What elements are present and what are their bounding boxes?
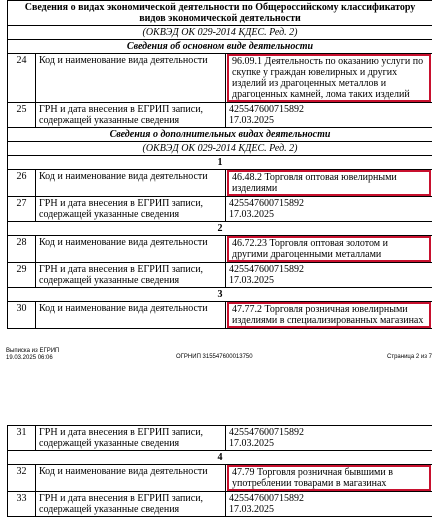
- main-activity-header: Сведения об основном виде деятельности: [8, 40, 432, 54]
- row-number: 32: [8, 465, 36, 492]
- table-row: [8, 170, 432, 197]
- highlighted-activity: 47.79 Торговля розничная бывшими в употреблении товарами в магазинах: [227, 465, 431, 491]
- row-number: 31: [8, 426, 36, 451]
- highlighted-activity: 46.48.2 Торговля оптовая ювелирными изделиями: [227, 170, 431, 196]
- row-value: 425547600715892 17.03.2025: [226, 197, 432, 222]
- row-value: 425547600715892 17.03.2025: [226, 426, 432, 451]
- row-label: Код и наименование вида деятельности: [36, 170, 226, 197]
- row-number: 33: [8, 492, 36, 517]
- footer-timestamp: 19.03.2025 06:06: [6, 355, 59, 362]
- row-number: 25: [8, 103, 36, 128]
- row-label: ГРН и дата внесения в ЕГРИП записи, содержащей указанные сведения: [36, 492, 226, 517]
- activity-table-page2: [7, 425, 432, 517]
- additional-subtitle: (ОКВЭД ОК 029-2014 КДЕС. Ред. 2): [8, 142, 432, 156]
- section-title: Сведения о видах экономической деятельности по Общероссийскому классификатору видов экономической деятельности: [8, 1, 432, 26]
- row-number: 29: [8, 263, 36, 288]
- page-footer: [6, 348, 432, 372]
- group-number: 1: [8, 156, 432, 170]
- footer-ogrnip: ОГРНИП 315547600013750: [176, 354, 253, 361]
- table-row: [8, 236, 432, 263]
- page-2: [7, 425, 432, 517]
- row-label: ГРН и дата внесения в ЕГРИП записи, содержащей указанные сведения: [36, 263, 226, 288]
- row-value-cell: [226, 302, 432, 329]
- row-value-cell: [226, 236, 432, 263]
- row-value-cell: [226, 54, 432, 103]
- row-label: Код и наименование вида деятельности: [36, 465, 226, 492]
- table-row: [8, 54, 432, 103]
- group-number: 2: [8, 222, 432, 236]
- section-subtitle: (ОКВЭД ОК 029-2014 КДЕС. Ред. 2): [8, 26, 432, 40]
- row-number: 27: [8, 197, 36, 222]
- row-number: 24: [8, 54, 36, 103]
- row-value: 425547600715892 17.03.2025: [226, 492, 432, 517]
- footer-doc-title: Выписка из ЕГРИП: [6, 348, 59, 355]
- table-row: [8, 197, 432, 222]
- table-row: [8, 465, 432, 492]
- additional-activity-header: Сведения о дополнительных видах деятельности: [8, 128, 432, 142]
- row-label: ГРН и дата внесения в ЕГРИП записи, содержащей указанные сведения: [36, 197, 226, 222]
- row-value-cell: [226, 465, 432, 492]
- row-label: Код и наименование вида деятельности: [36, 302, 226, 329]
- table-row: [8, 263, 432, 288]
- row-value: 425547600715892 17.03.2025: [226, 263, 432, 288]
- row-number: 30: [8, 302, 36, 329]
- highlighted-activity: 46.72.23 Торговля оптовая золотом и другими драгоценными металлами: [227, 236, 431, 262]
- row-number: 28: [8, 236, 36, 263]
- group-number: 3: [8, 288, 432, 302]
- row-label: Код и наименование вида деятельности: [36, 236, 226, 263]
- row-number: 26: [8, 170, 36, 197]
- group-number: 4: [8, 451, 432, 465]
- table-row: [8, 103, 432, 128]
- row-label: ГРН и дата внесения в ЕГРИП записи, содержащей указанные сведения: [36, 426, 226, 451]
- row-label: Код и наименование вида деятельности: [36, 54, 226, 103]
- row-value-cell: [226, 170, 432, 197]
- highlighted-activity: 96.09.1 Деятельность по оказанию услуги по скупке у граждан ювелирных и других изделий из драгоценных металлов и драгоценных камней, лома таких изделий: [227, 54, 431, 102]
- table-row: [8, 302, 432, 329]
- table-row: [8, 426, 432, 451]
- footer-page-number: Страница 2 из 7: [387, 354, 432, 361]
- highlighted-activity: 47.77.2 Торговля розничная ювелирными изделиями в специализированных магазинах: [227, 302, 431, 328]
- row-value: 425547600715892 17.03.2025: [226, 103, 432, 128]
- activity-table-page1: [7, 0, 432, 329]
- page-1: [7, 0, 432, 329]
- table-row: [8, 492, 432, 517]
- row-label: ГРН и дата внесения в ЕГРИП записи, содержащей указанные сведения: [36, 103, 226, 128]
